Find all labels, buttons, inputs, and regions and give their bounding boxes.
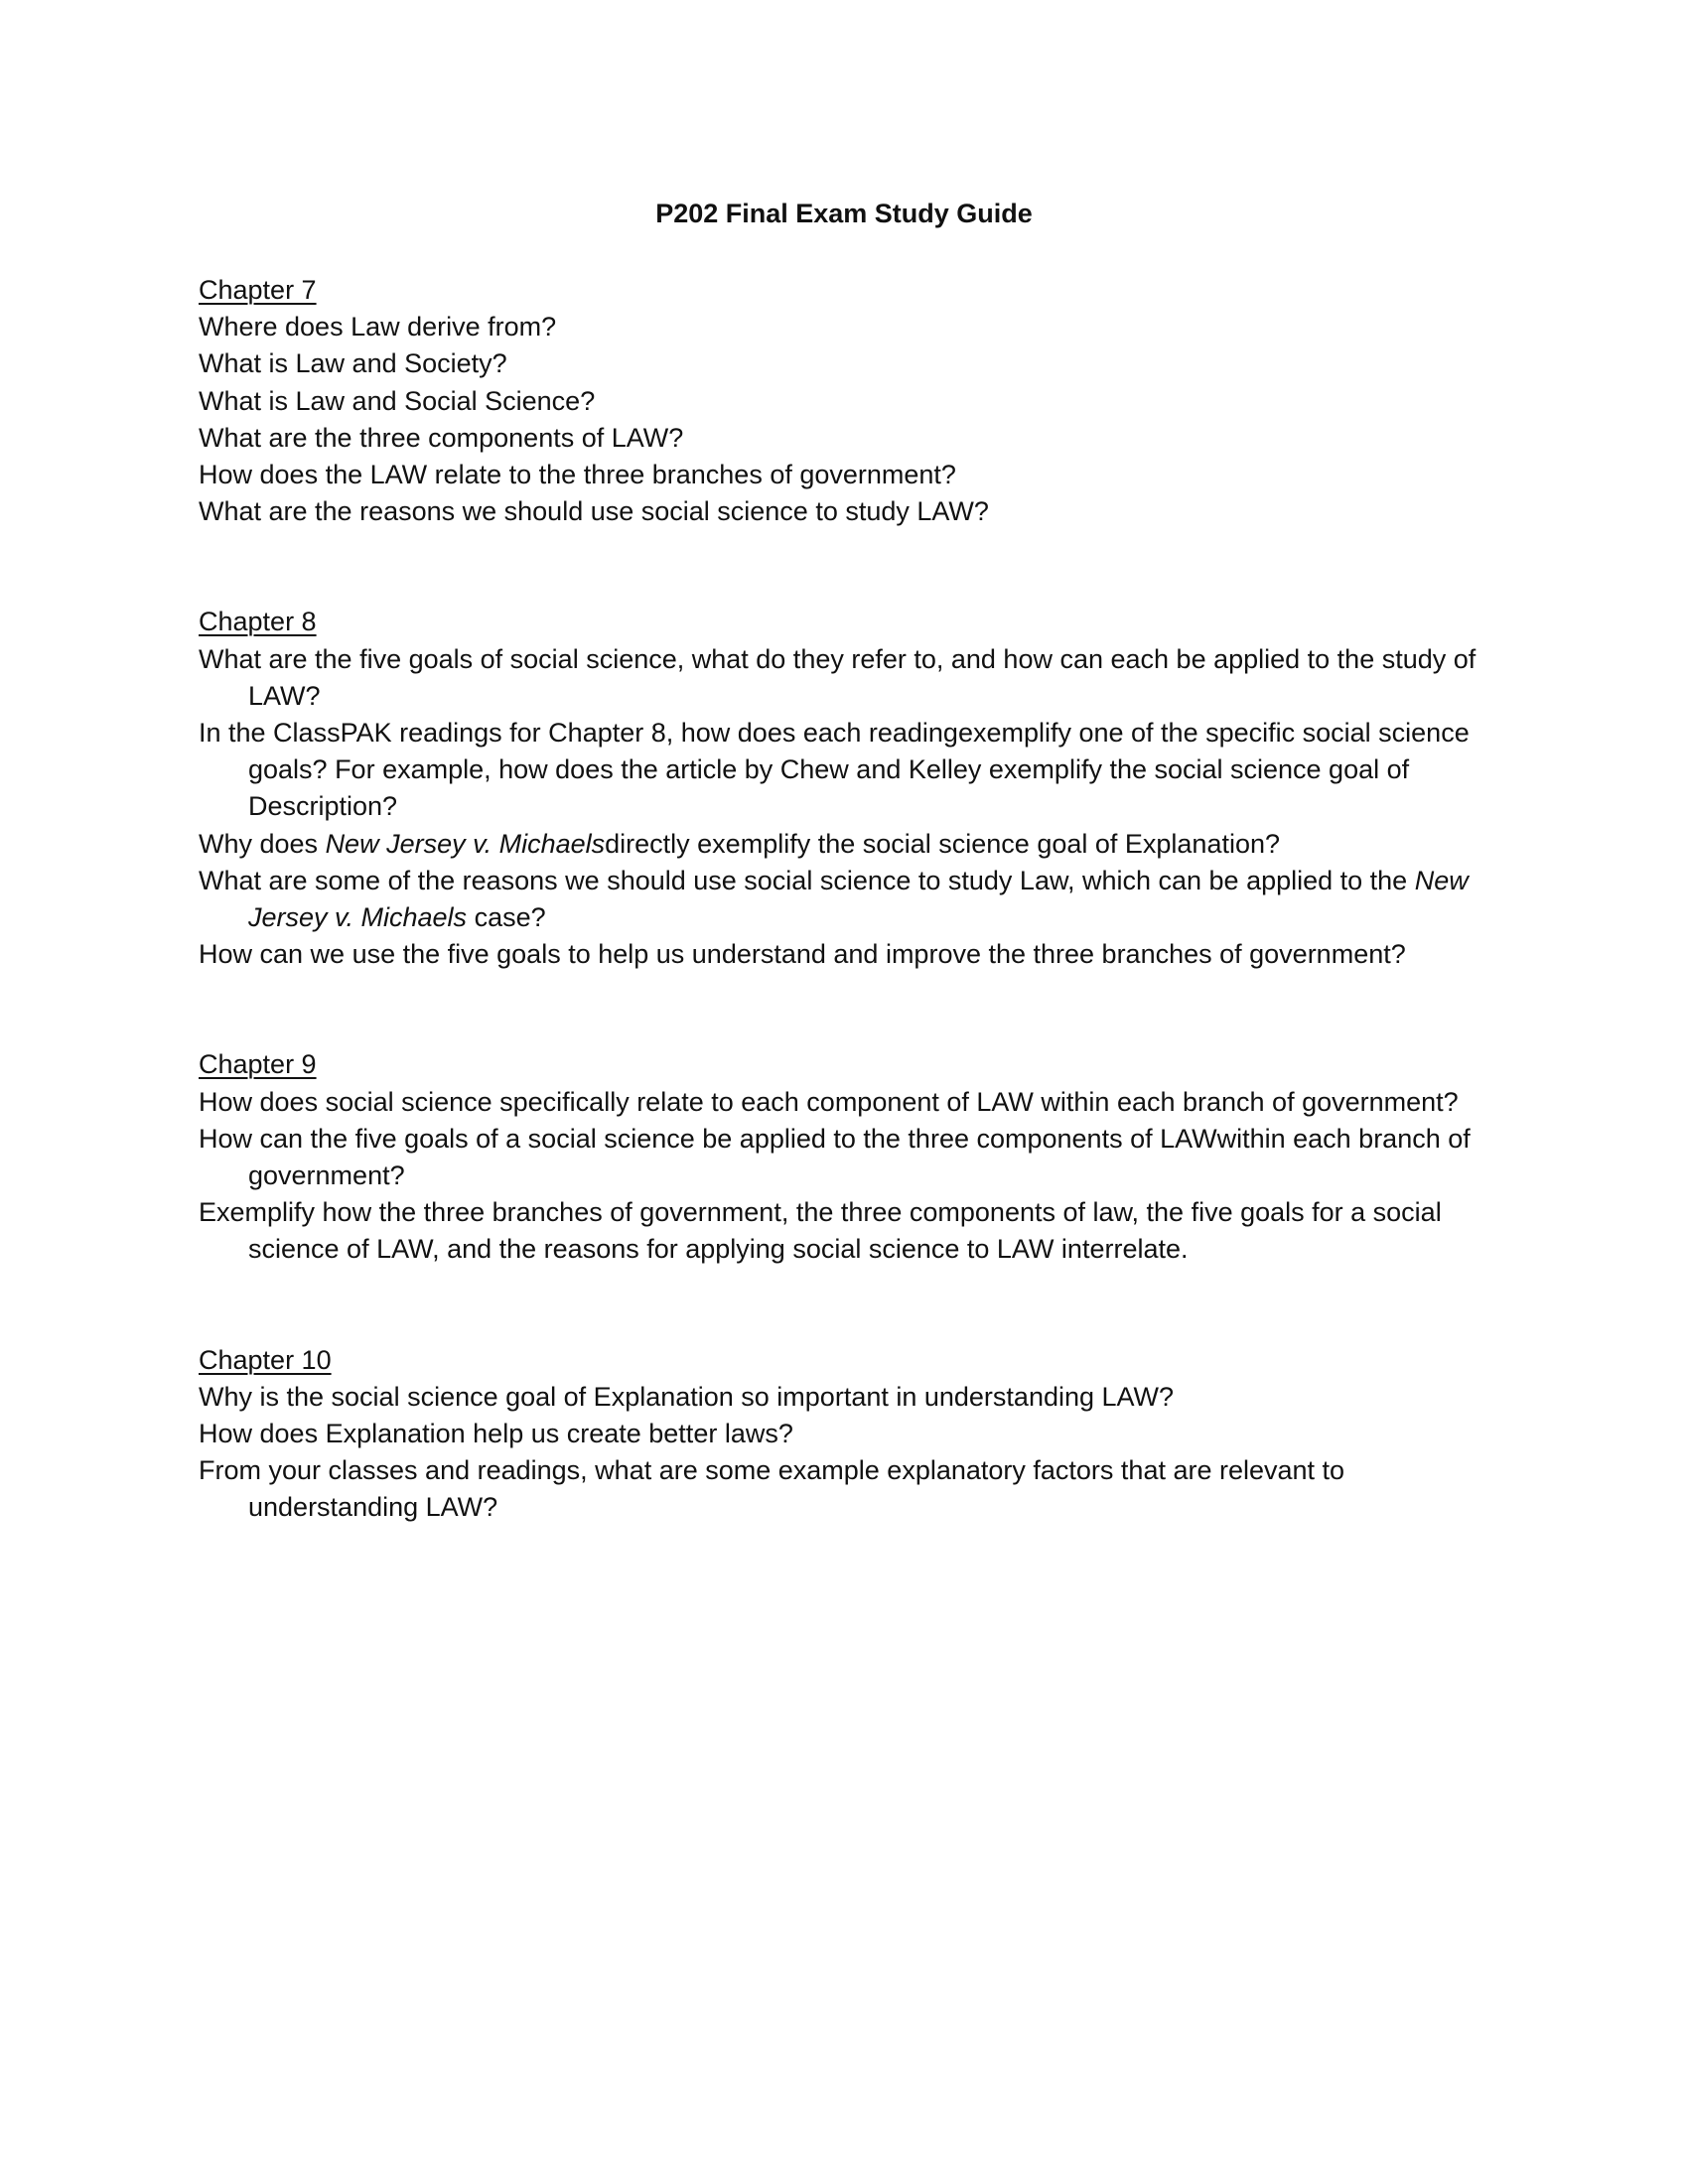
chapter-section: [199, 604, 1489, 973]
question-item: From your classes and readings, what are some example explanatory factors that are relevant to understanding LAW?: [199, 1455, 1345, 1523]
question-item: How can we use the five goals to help us understand and improve the three branches of government?: [199, 939, 1406, 970]
chapter-heading: Chapter 7: [199, 275, 317, 305]
case-name: New Jersey v. Michaels: [248, 865, 1469, 933]
question-item: Exemplify how the three branches of government, the three components of law, the five goals for a social science of LAW, and the reasons for applying social science to LAW interrelate.: [199, 1197, 1442, 1265]
question-item: How can the five goals of a social science be applied to the three components of LAWwithin each branch of government?: [199, 1123, 1471, 1191]
question-item: What are the three components of LAW?: [199, 422, 684, 453]
question-item: In the ClassPAK readings for Chapter 8, how does each readingexemplify one of the specific social science goals? For example, how does the article by Chew and Kelley exemplify the social science goal of Description?: [199, 718, 1470, 822]
page-title: P202 Final Exam Study Guide: [655, 199, 1033, 228]
chapter-section: [199, 1046, 1489, 1268]
question-item: Where does Law derive from?: [199, 312, 557, 342]
question-item: What are some of the reasons we should use social science to study Law, which can be applied to the New Jersey v. Michaels case?: [199, 865, 1469, 933]
chapter-heading: Chapter 9: [199, 1049, 317, 1080]
chapter-heading: Chapter 8: [199, 607, 317, 637]
question-item: What is Law and Society?: [199, 348, 507, 379]
question-item: How does Explanation help us create better laws?: [199, 1419, 793, 1449]
question-item: Why is the social science goal of Explanation so important in understanding LAW?: [199, 1381, 1175, 1412]
study-guide-body: [199, 272, 1489, 1527]
question-item: What is Law and Social Science?: [199, 385, 596, 416]
question-item: Why does New Jersey v. Michaelsdirectly exemplify the social science goal of Explanation?: [199, 828, 1281, 859]
chapter-section: [199, 272, 1489, 530]
chapter-heading: Chapter 10: [199, 1344, 332, 1375]
question-item: How does social science specifically relate to each component of LAW within each branch of government?: [199, 1086, 1459, 1117]
question-item: What are the reasons we should use social science to study LAW?: [199, 496, 989, 527]
chapter-section: [199, 1342, 1489, 1527]
case-name: New Jersey v. Michaels: [325, 828, 606, 859]
question-item: How does the LAW relate to the three branches of government?: [199, 460, 956, 490]
question-item: What are the five goals of social science, what do they refer to, and how can each be applied to the study of LAW?: [199, 643, 1477, 711]
